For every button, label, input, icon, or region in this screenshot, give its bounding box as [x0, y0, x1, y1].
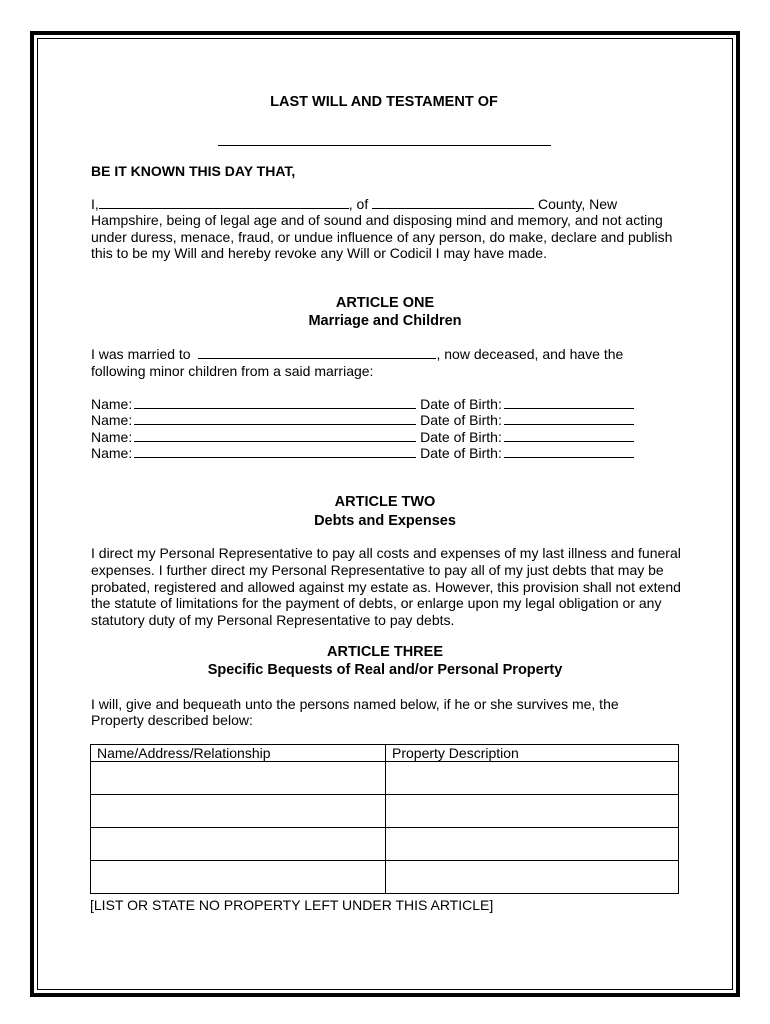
table-cell-property[interactable] [386, 762, 679, 795]
name-label: Name: [91, 445, 133, 461]
article-three-title: Specific Bequests of Real and/or Personal Property [207, 662, 563, 678]
bequest-table [90, 744, 679, 894]
child-name-blank[interactable] [134, 396, 416, 409]
married-to-label: I was married to [91, 346, 191, 362]
child-dob-blank[interactable] [504, 445, 634, 458]
document-title-text: LAST WILL AND TESTAMENT OF [270, 94, 498, 110]
intro-line-1 [91, 196, 617, 213]
table-cell-property[interactable] [386, 795, 679, 828]
intro-line-3: under duress, menace, fraud, or undue influence of any person, do make, declare and publish [91, 229, 673, 245]
table-row [91, 795, 679, 828]
intro-line-2: Hampshire, being of legal age and of sound and disposing mind and memory, and not acting [91, 212, 663, 228]
child-dob-blank[interactable] [504, 429, 634, 442]
column-header-name: Name/Address/Relationship [91, 745, 386, 762]
child-row [91, 412, 634, 429]
intro-of: , of [348, 196, 369, 212]
table-header-row [91, 745, 679, 762]
intro-heading: BE IT KNOWN THIS DAY THAT, [91, 163, 296, 179]
table-cell-name[interactable] [91, 861, 386, 894]
article-two-line: expenses. I further direct my Personal Representative to pay all of my just debts that may be [91, 562, 664, 578]
dob-label: Date of Birth: [420, 412, 502, 428]
table-cell-property[interactable] [386, 828, 679, 861]
article-three-number: ARTICLE THREE [327, 644, 443, 660]
article-one-line-2: following minor children from a said marriage: [91, 363, 374, 379]
child-name-blank[interactable] [134, 412, 416, 425]
article-two-line: I direct my Personal Representative to pay all costs and expenses of my last illness and funeral [91, 545, 681, 561]
table-cell-name[interactable] [91, 762, 386, 795]
article-three-footer: [LIST OR STATE NO PROPERTY LEFT UNDER THIS ARTICLE] [90, 897, 494, 913]
dob-label: Date of Birth: [420, 445, 502, 461]
table-cell-name[interactable] [91, 795, 386, 828]
dob-label: Date of Birth: [420, 429, 502, 445]
child-dob-blank[interactable] [504, 412, 634, 425]
name-blank[interactable] [99, 196, 349, 209]
article-two-line: probated, registered and allowed against my estate as. However, this provision shall not extend [91, 579, 681, 595]
name-label: Name: [91, 429, 133, 445]
article-two-line: statutory duty of my Personal Representative to pay debts. [91, 612, 455, 628]
table-cell-name[interactable] [91, 828, 386, 861]
child-row [91, 429, 634, 446]
article-one-line-1 [91, 346, 623, 363]
intro-line-4: this to be my Will and hereby revoke any Will or Codicil I may have made. [91, 245, 547, 261]
name-label: Name: [91, 396, 133, 412]
article-two-title: Debts and Expenses [314, 513, 456, 529]
deceased-text: , now deceased, and have the [436, 346, 624, 362]
article-three-line-1: I will, give and bequeath unto the persons named below, if he or she survives me, the [91, 696, 619, 712]
name-label: Name: [91, 412, 133, 428]
article-two-number: ARTICLE TWO [334, 494, 436, 510]
intro-county: County, New [538, 196, 618, 212]
column-header-property: Property Description [386, 745, 679, 762]
spouse-blank[interactable] [198, 346, 436, 359]
county-blank[interactable] [372, 196, 534, 209]
testator-name-blank[interactable] [218, 145, 551, 146]
article-two-line: the statute of limitations for the payment of debts, or enlarge upon my legal obligation or any [91, 595, 662, 611]
article-one-title: Marriage and Children [308, 313, 462, 329]
table-row [91, 828, 679, 861]
table-cell-property[interactable] [386, 861, 679, 894]
document-title [0, 94, 770, 110]
child-dob-blank[interactable] [504, 396, 634, 409]
child-row [91, 396, 634, 413]
child-row [91, 445, 634, 462]
table-row [91, 861, 679, 894]
child-name-blank[interactable] [134, 429, 416, 442]
child-name-blank[interactable] [134, 445, 416, 458]
article-three-line-2: Property described below: [91, 712, 253, 728]
article-one-number: ARTICLE ONE [335, 295, 435, 311]
dob-label: Date of Birth: [420, 396, 502, 412]
intro-i: I, [91, 196, 99, 212]
table-row [91, 762, 679, 795]
